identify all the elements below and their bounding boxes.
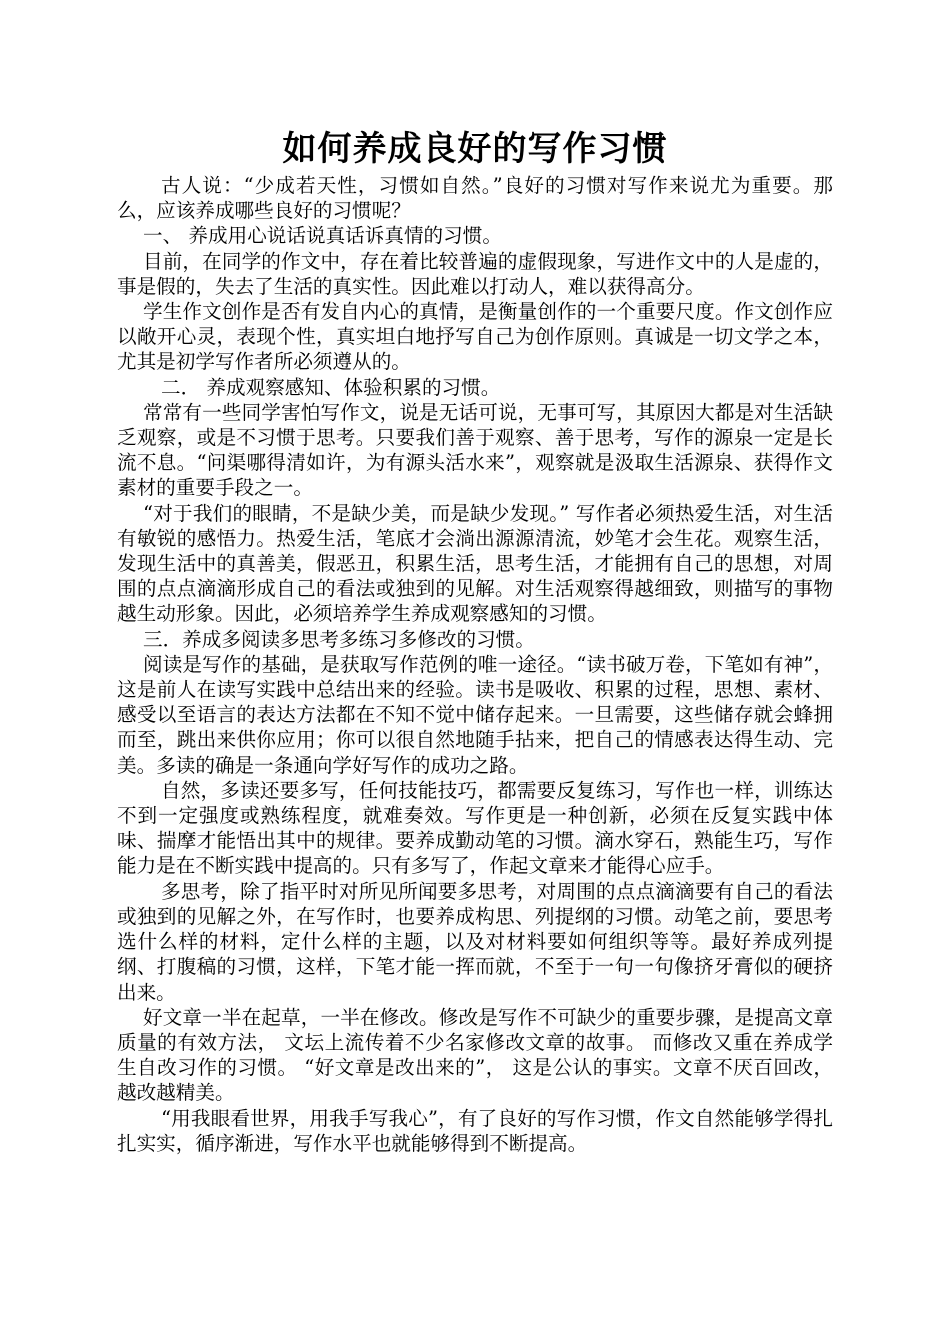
body-paragraph: “对于我们的眼睛，不是缺少美，而是缺少发现。” 写作者必须热爱生活，对生活有敏锐的感悟力。热爱生活，笔底才会淌出源源清流，妙笔才会生花。观察生活，发现生活中的真善美，假恶丑，积累生活，思考生活，才能拥有自己的思想，对周围的点点滴滴形成自己的看法或独到的见解。对生活观察得越细致，则描写的事物越生动形象。因此，必须培养学生养成观察感知的习惯。 — [117, 501, 833, 626]
body-paragraph: 好文章一半在起草，一半在修改。修改是写作不可缺少的重要步骤，是提高文章质量的有效方法， 文坛上流传着不少名家修改文章的故事。 而修改又重在养成学生自改习作的习惯。 “好文章是改出来的”， 这是公认的事实。文章不厌百回改，越改越精美。 — [117, 1005, 833, 1105]
intro-paragraph: 古人说：“少成若天性，习惯如自然。”良好的习惯对写作来说尤为重要。那么，应该养成哪些良好的习惯呢？ — [117, 174, 833, 223]
body-paragraph: 阅读是写作的基础，是获取写作范例的唯一途径。“读书破万卷，下笔如有神”，这是前人在读写实践中总结出来的经验。读书是吸收、积累的过程，思想、素材、感受以至语言的表达方法都在不知不觉中储存起来。一旦需要，这些储存就会蜂拥而至，跳出来供你应用；你可以很自然地随手拈来，把自己的情感表达得生动、完美。多读的确是一条通向学好写作的成功之路。 — [117, 652, 833, 777]
body-paragraph: 多思考，除了指平时对所见所闻要多思考，对周围的点点滴滴要有自己的看法或独到的见解之外，在写作时，也要养成构思、列提纲的习惯。动笔之前，要思考选什么样的材料，定什么样的主题，以及对材料要如何组织等等。最好养成列提纲、打腹稿的习惯，这样，下笔才能一挥而就，不至于一句一句像挤牙膏似的硬挤出来。 — [117, 879, 833, 1004]
body-paragraph: 常常有一些同学害怕写作文，说是无话可说，无事可写，其原因大都是对生活缺乏观察，或是不习惯于思考。只要我们善于观察、善于思考，写作的源泉一定是长流不息。“问渠哪得清如许，为有源头活水来”，观察就是汲取生活源泉、获得作文素材的重要手段之一。 — [117, 400, 833, 500]
section-heading-2: 二． 养成观察感知、体验积累的习惯。 — [161, 375, 501, 399]
section-heading-3: 三．养成多阅读多思考多练习多修改的习惯。 — [143, 627, 535, 651]
body-paragraph: 自然，多读还要多写，任何技能技巧，都需要反复练习，写作也一样，训练达不到一定强度或熟练程度，就难奏效。写作更是一种创新，必须在反复实践中体味、揣摩才能悟出其中的规律。要养成勤动笔的习惯。滴水穿石，熟能生巧，写作能力是在不断实践中提高的。只有多写了，作起文章来才能得心应手。 — [117, 778, 833, 878]
document-body — [117, 173, 833, 1156]
body-paragraph: 目前，在同学的作文中，存在着比较普遍的虚假现象，写进作文中的人是虚的，事是假的，失去了生活的真实性。因此难以打动人，难以获得高分。 — [117, 249, 833, 298]
body-paragraph: 学生作文创作是否有发自内心的真情，是衡量创作的一个重要尺度。作文创作应以敞开心灵，表现个性，真实坦白地抒写自己为创作原则。真诚是一切文学之本，尤其是初学写作者所必须遵从的。 — [117, 300, 833, 374]
section-heading-1: 一、 养成用心说话说真话诉真情的习惯。 — [143, 224, 502, 248]
closing-paragraph: “用我眼看世界，用我手写我心”，有了良好的写作习惯，作文自然能够学得扎扎实实，循序渐进，写作水平也就能够得到不断提高。 — [117, 1106, 833, 1155]
document-title: 如何养成良好的写作习惯 — [282, 129, 668, 169]
